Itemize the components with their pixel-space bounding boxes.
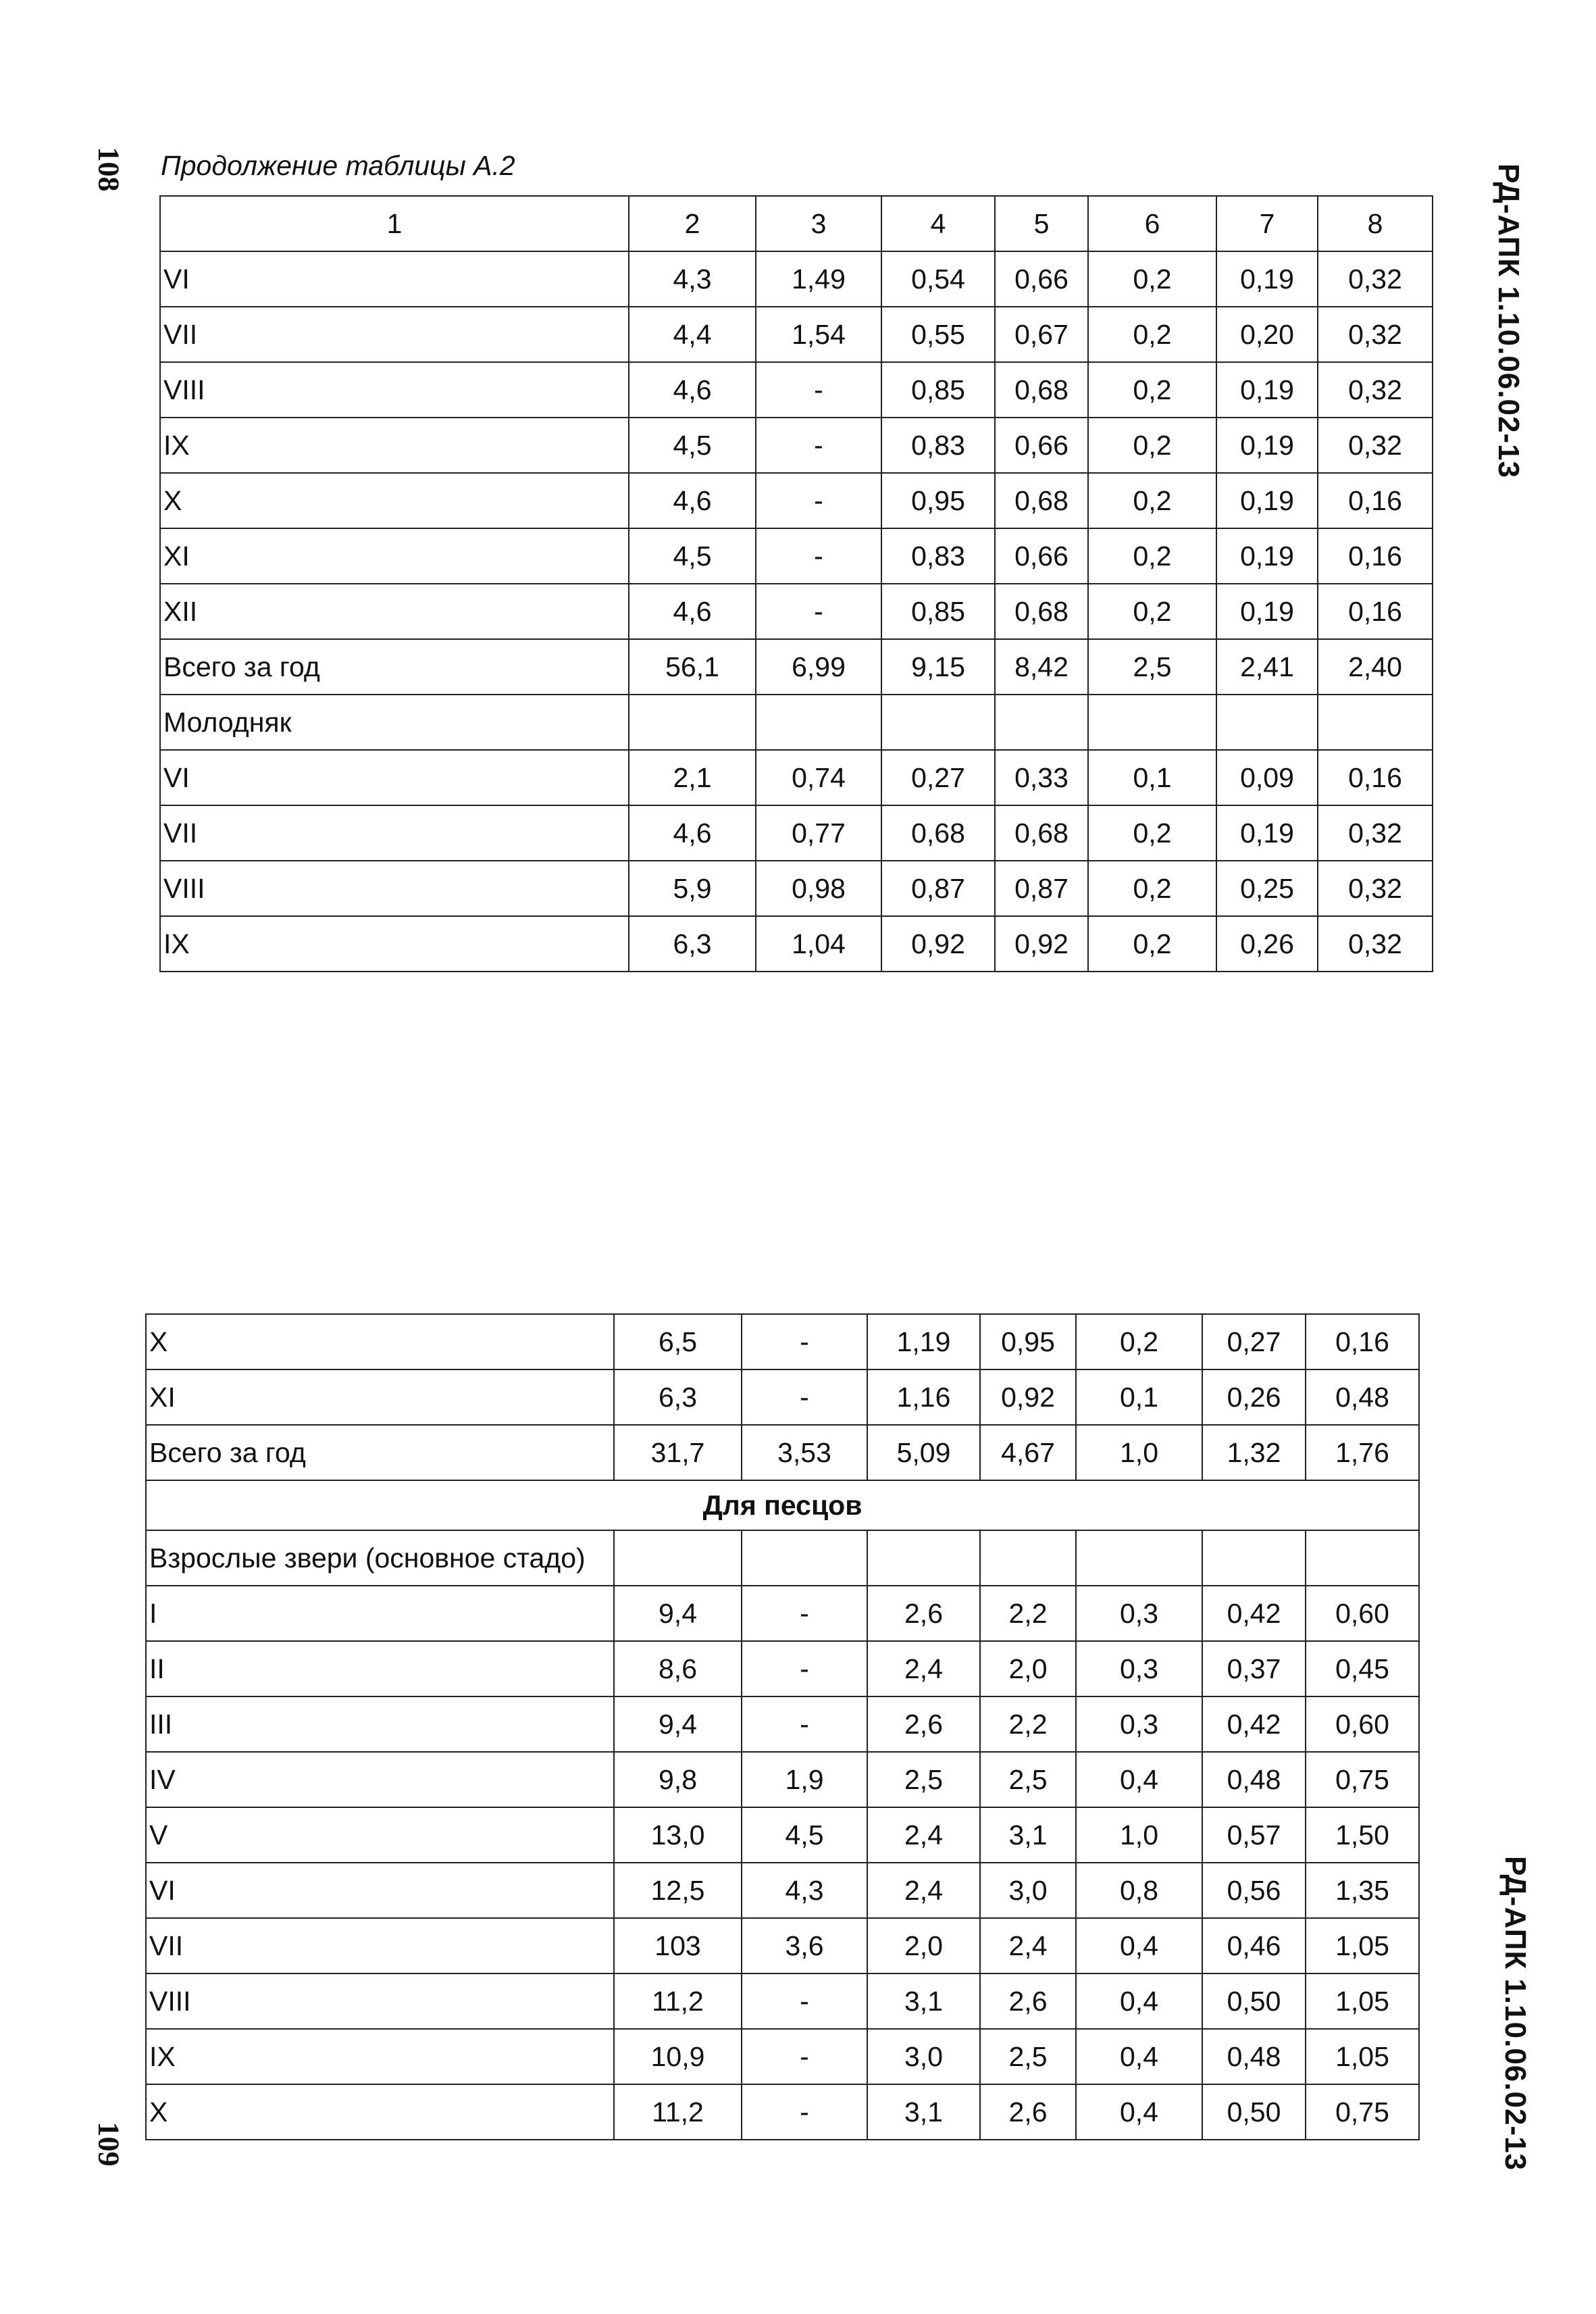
value-cell: 0,2 xyxy=(1076,1314,1202,1369)
value-cell: 2 xyxy=(629,196,756,251)
value-cell: 4,6 xyxy=(629,584,756,639)
section-title: Для песцов xyxy=(146,1480,1419,1530)
value-cell: 0,2 xyxy=(1088,916,1216,972)
value-cell: 0,85 xyxy=(881,584,995,639)
value-cell: 0,1 xyxy=(1088,750,1216,805)
row-label-cell: VII xyxy=(146,1918,614,1973)
value-cell: 2,40 xyxy=(1318,639,1433,695)
row-label-cell: VI xyxy=(146,1863,614,1918)
value-cell: 0,85 xyxy=(881,362,995,418)
table-row xyxy=(146,1369,1419,1425)
value-cell: 2,4 xyxy=(867,1863,980,1918)
value-cell: 0,32 xyxy=(1318,418,1433,473)
value-cell: 1,05 xyxy=(1306,1973,1419,2029)
value-cell: 0,16 xyxy=(1318,473,1433,528)
value-cell: 1,04 xyxy=(756,916,881,972)
value-cell: 3,1 xyxy=(867,2084,980,2140)
value-cell: 0,32 xyxy=(1318,916,1433,972)
value-cell: 0,83 xyxy=(881,528,995,584)
value-cell: 0,19 xyxy=(1216,805,1318,861)
row-label-cell: VII xyxy=(160,805,629,861)
table-row xyxy=(160,916,1433,972)
value-cell: 1,35 xyxy=(1306,1863,1419,1918)
value-cell: 0,67 xyxy=(995,307,1088,362)
table-row xyxy=(160,473,1433,528)
value-cell: 1,19 xyxy=(867,1314,980,1369)
value-cell: 1,50 xyxy=(1306,1807,1419,1863)
table-header-row xyxy=(160,196,1433,251)
value-cell: - xyxy=(742,1369,867,1425)
value-cell: 0,68 xyxy=(881,805,995,861)
value-cell: 1,05 xyxy=(1306,2029,1419,2084)
table-caption: Продолжение таблицы А.2 xyxy=(161,150,515,181)
value-cell: - xyxy=(756,528,881,584)
row-label-cell: Всего за год xyxy=(160,639,629,695)
value-cell: - xyxy=(742,1586,867,1641)
table-row xyxy=(160,639,1433,695)
value-cell: 0,48 xyxy=(1202,2029,1306,2084)
row-label-cell: Взрослые звери (основное стадо) xyxy=(146,1530,614,1586)
value-cell: 0,83 xyxy=(881,418,995,473)
value-cell: 0,46 xyxy=(1202,1918,1306,1973)
table-row xyxy=(160,805,1433,861)
value-cell: 1,32 xyxy=(1202,1425,1306,1480)
value-cell: 2,0 xyxy=(980,1641,1076,1696)
row-label-cell: VI xyxy=(160,750,629,805)
page-number-top: 108 xyxy=(92,147,126,192)
value-cell: 0,26 xyxy=(1216,916,1318,972)
value-cell: 3,6 xyxy=(742,1918,867,1973)
row-label-cell: X xyxy=(160,473,629,528)
value-cell: 0,92 xyxy=(881,916,995,972)
document-code-top: РД-АПК 1.10.06.02-13 xyxy=(1492,163,1526,479)
row-label-cell: VI xyxy=(160,251,629,307)
value-cell: 0,2 xyxy=(1088,418,1216,473)
value-cell xyxy=(995,695,1088,750)
value-cell: 2,1 xyxy=(629,750,756,805)
value-cell: 0,4 xyxy=(1076,1973,1202,2029)
value-cell: 4,6 xyxy=(629,805,756,861)
value-cell: 0,66 xyxy=(995,418,1088,473)
value-cell: 6,5 xyxy=(614,1314,742,1369)
row-label-cell: Молодняк xyxy=(160,695,629,750)
value-cell: 0,92 xyxy=(980,1369,1076,1425)
value-cell: 1,0 xyxy=(1076,1425,1202,1480)
table-row xyxy=(146,1586,1419,1641)
value-cell: 0,16 xyxy=(1318,584,1433,639)
value-cell: 2,5 xyxy=(1088,639,1216,695)
value-cell: - xyxy=(742,2084,867,2140)
value-cell: 3 xyxy=(756,196,881,251)
value-cell: 0,3 xyxy=(1076,1696,1202,1752)
table-row xyxy=(146,1752,1419,1807)
value-cell: 0,2 xyxy=(1088,584,1216,639)
value-cell: 56,1 xyxy=(629,639,756,695)
value-cell: 0,50 xyxy=(1202,1973,1306,2029)
value-cell: 2,5 xyxy=(980,1752,1076,1807)
value-cell xyxy=(742,1530,867,1586)
value-cell: 0,2 xyxy=(1088,528,1216,584)
value-cell: 1,76 xyxy=(1306,1425,1419,1480)
value-cell: 0,19 xyxy=(1216,362,1318,418)
table-row xyxy=(146,1918,1419,1973)
value-cell: 0,55 xyxy=(881,307,995,362)
value-cell: 0,32 xyxy=(1318,251,1433,307)
value-cell: 4,3 xyxy=(629,251,756,307)
value-cell: 3,1 xyxy=(980,1807,1076,1863)
value-cell: 0,68 xyxy=(995,584,1088,639)
value-cell: 0,48 xyxy=(1202,1752,1306,1807)
value-cell: 0,37 xyxy=(1202,1641,1306,1696)
value-cell: 0,74 xyxy=(756,750,881,805)
row-label-cell: V xyxy=(146,1807,614,1863)
value-cell: 0,8 xyxy=(1076,1863,1202,1918)
table-row xyxy=(146,1530,1419,1586)
value-cell: - xyxy=(742,1973,867,2029)
row-label-cell: IX xyxy=(160,916,629,972)
page-number-bottom: 109 xyxy=(92,2121,126,2167)
value-cell xyxy=(1306,1530,1419,1586)
value-cell: 0,16 xyxy=(1318,528,1433,584)
value-cell: 0,26 xyxy=(1202,1369,1306,1425)
value-cell: 1,9 xyxy=(742,1752,867,1807)
row-label-cell: VIII xyxy=(146,1973,614,2029)
value-cell: 0,95 xyxy=(980,1314,1076,1369)
value-cell: 8,6 xyxy=(614,1641,742,1696)
value-cell: 2,2 xyxy=(980,1586,1076,1641)
value-cell: 3,0 xyxy=(867,2029,980,2084)
value-cell: 0,98 xyxy=(756,861,881,916)
value-cell: 0,66 xyxy=(995,528,1088,584)
value-cell: 0,45 xyxy=(1306,1641,1419,1696)
value-cell: 0,68 xyxy=(995,473,1088,528)
value-cell: 0,75 xyxy=(1306,1752,1419,1807)
value-cell: 10,9 xyxy=(614,2029,742,2084)
table-row xyxy=(160,418,1433,473)
table-row xyxy=(160,251,1433,307)
value-cell: 0,19 xyxy=(1216,473,1318,528)
value-cell: 0,2 xyxy=(1088,362,1216,418)
value-cell: 0,2 xyxy=(1088,473,1216,528)
value-cell: 4,5 xyxy=(742,1807,867,1863)
value-cell: 0,19 xyxy=(1216,528,1318,584)
value-cell: 13,0 xyxy=(614,1807,742,1863)
table-row xyxy=(160,584,1433,639)
table-row xyxy=(146,1425,1419,1480)
value-cell: 0,56 xyxy=(1202,1863,1306,1918)
value-cell: 0,4 xyxy=(1076,1918,1202,1973)
value-cell: 0,2 xyxy=(1088,861,1216,916)
value-cell: 0,16 xyxy=(1306,1314,1419,1369)
value-cell: 6 xyxy=(1088,196,1216,251)
value-cell: - xyxy=(742,1314,867,1369)
table-row xyxy=(146,1314,1419,1369)
data-table-top xyxy=(159,195,1433,972)
table-row xyxy=(146,2029,1419,2084)
value-cell: 2,6 xyxy=(980,1973,1076,2029)
value-cell: 0,50 xyxy=(1202,2084,1306,2140)
table-row xyxy=(146,1641,1419,1696)
value-cell: 0,66 xyxy=(995,251,1088,307)
value-cell: 4,5 xyxy=(629,528,756,584)
value-cell xyxy=(1318,695,1433,750)
value-cell: 0,87 xyxy=(881,861,995,916)
value-cell: 2,4 xyxy=(867,1807,980,1863)
value-cell: 1,0 xyxy=(1076,1807,1202,1863)
row-label-cell: Всего за год xyxy=(146,1425,614,1480)
value-cell: 0,32 xyxy=(1318,362,1433,418)
row-label-cell: VIII xyxy=(160,362,629,418)
value-cell: 1,05 xyxy=(1306,1918,1419,1973)
value-cell: 0,57 xyxy=(1202,1807,1306,1863)
row-label-cell: III xyxy=(146,1696,614,1752)
value-cell: 0,16 xyxy=(1318,750,1433,805)
value-cell: 103 xyxy=(614,1918,742,1973)
value-cell: 0,68 xyxy=(995,805,1088,861)
value-cell: 0,32 xyxy=(1318,861,1433,916)
value-cell: 0,09 xyxy=(1216,750,1318,805)
value-cell: - xyxy=(756,584,881,639)
value-cell: 4,6 xyxy=(629,473,756,528)
value-cell: 9,8 xyxy=(614,1752,742,1807)
value-cell xyxy=(1088,695,1216,750)
value-cell: 8,42 xyxy=(995,639,1088,695)
row-label-cell: VII xyxy=(160,307,629,362)
value-cell: 0,48 xyxy=(1306,1369,1419,1425)
table-row xyxy=(146,1863,1419,1918)
value-cell: 0,77 xyxy=(756,805,881,861)
value-cell: 4,67 xyxy=(980,1425,1076,1480)
table-row xyxy=(146,2084,1419,2140)
value-cell: 11,2 xyxy=(614,2084,742,2140)
row-label-cell: II xyxy=(146,1641,614,1696)
value-cell: 0,3 xyxy=(1076,1641,1202,1696)
value-cell xyxy=(881,695,995,750)
value-cell: 2,4 xyxy=(867,1641,980,1696)
value-cell: 2,6 xyxy=(867,1696,980,1752)
value-cell: 3,0 xyxy=(980,1863,1076,1918)
table-row xyxy=(160,528,1433,584)
value-cell: 0,42 xyxy=(1202,1696,1306,1752)
value-cell: - xyxy=(756,362,881,418)
row-label-cell: IX xyxy=(160,418,629,473)
table-row xyxy=(146,1807,1419,1863)
value-cell: 0,92 xyxy=(995,916,1088,972)
value-cell: 7 xyxy=(1216,196,1318,251)
value-cell: 0,19 xyxy=(1216,418,1318,473)
value-cell: 4 xyxy=(881,196,995,251)
value-cell: 0,27 xyxy=(881,750,995,805)
value-cell: 0,33 xyxy=(995,750,1088,805)
value-cell xyxy=(1216,695,1318,750)
value-cell xyxy=(756,695,881,750)
value-cell xyxy=(614,1530,742,1586)
value-cell: 0,87 xyxy=(995,861,1088,916)
value-cell: - xyxy=(742,1641,867,1696)
value-cell: 4,6 xyxy=(629,362,756,418)
row-label-cell: X xyxy=(146,1314,614,1369)
value-cell: - xyxy=(756,418,881,473)
value-cell: 8 xyxy=(1318,196,1433,251)
value-cell: 0,2 xyxy=(1088,805,1216,861)
data-table-bottom xyxy=(145,1313,1420,2140)
value-cell: - xyxy=(742,1696,867,1752)
table-row xyxy=(160,695,1433,750)
value-cell: 2,5 xyxy=(980,2029,1076,2084)
value-cell: 0,19 xyxy=(1216,584,1318,639)
row-label-cell: I xyxy=(146,1586,614,1641)
value-cell: 6,3 xyxy=(614,1369,742,1425)
value-cell: 0,2 xyxy=(1088,307,1216,362)
value-cell: 5,9 xyxy=(629,861,756,916)
value-cell: 0,4 xyxy=(1076,1752,1202,1807)
value-cell: 2,41 xyxy=(1216,639,1318,695)
value-cell: 1,16 xyxy=(867,1369,980,1425)
value-cell xyxy=(1202,1530,1306,1586)
value-cell: 12,5 xyxy=(614,1863,742,1918)
value-cell: 0,25 xyxy=(1216,861,1318,916)
value-cell: 11,2 xyxy=(614,1973,742,2029)
value-cell: 2,5 xyxy=(867,1752,980,1807)
value-cell: 6,3 xyxy=(629,916,756,972)
row-label-cell: XII xyxy=(160,584,629,639)
value-cell: 9,4 xyxy=(614,1586,742,1641)
value-cell: 0,19 xyxy=(1216,251,1318,307)
value-cell: 0,42 xyxy=(1202,1586,1306,1641)
value-cell: 0,1 xyxy=(1076,1369,1202,1425)
value-cell: 0,95 xyxy=(881,473,995,528)
value-cell: 0,68 xyxy=(995,362,1088,418)
section-heading-row xyxy=(146,1480,1419,1530)
value-cell: 9,4 xyxy=(614,1696,742,1752)
value-cell: 31,7 xyxy=(614,1425,742,1480)
value-cell: 3,1 xyxy=(867,1973,980,2029)
row-label-cell: IV xyxy=(146,1752,614,1807)
table-row xyxy=(160,307,1433,362)
row-label-cell: XI xyxy=(146,1369,614,1425)
value-cell: 0,4 xyxy=(1076,2084,1202,2140)
value-cell: 0,54 xyxy=(881,251,995,307)
value-cell: 2,6 xyxy=(980,2084,1076,2140)
table-row xyxy=(160,750,1433,805)
value-cell: 0,60 xyxy=(1306,1696,1419,1752)
value-cell: 0,60 xyxy=(1306,1586,1419,1641)
table-row xyxy=(146,1696,1419,1752)
value-cell: 5 xyxy=(995,196,1088,251)
value-cell: 0,20 xyxy=(1216,307,1318,362)
value-cell: 4,4 xyxy=(629,307,756,362)
value-cell: 3,53 xyxy=(742,1425,867,1480)
value-cell: - xyxy=(742,2029,867,2084)
value-cell: 0,3 xyxy=(1076,1586,1202,1641)
value-cell: 0,2 xyxy=(1088,251,1216,307)
value-cell: 1,49 xyxy=(756,251,881,307)
value-cell: 0,75 xyxy=(1306,2084,1419,2140)
value-cell: 2,6 xyxy=(867,1586,980,1641)
document-code-bottom: РД-АПК 1.10.06.02-13 xyxy=(1499,1855,1533,2171)
row-label-cell: 1 xyxy=(160,196,629,251)
value-cell: 4,5 xyxy=(629,418,756,473)
value-cell: 0,32 xyxy=(1318,805,1433,861)
value-cell: 4,3 xyxy=(742,1863,867,1918)
value-cell xyxy=(629,695,756,750)
row-label-cell: XI xyxy=(160,528,629,584)
value-cell xyxy=(867,1530,980,1586)
value-cell: 6,99 xyxy=(756,639,881,695)
value-cell xyxy=(980,1530,1076,1586)
table-row xyxy=(160,362,1433,418)
value-cell: 0,32 xyxy=(1318,307,1433,362)
value-cell: 9,15 xyxy=(881,639,995,695)
value-cell: 2,4 xyxy=(980,1918,1076,1973)
value-cell: 0,27 xyxy=(1202,1314,1306,1369)
value-cell: - xyxy=(756,473,881,528)
value-cell: 2,2 xyxy=(980,1696,1076,1752)
value-cell: 0,4 xyxy=(1076,2029,1202,2084)
value-cell xyxy=(1076,1530,1202,1586)
table-row xyxy=(146,1973,1419,2029)
value-cell: 2,0 xyxy=(867,1918,980,1973)
value-cell: 1,54 xyxy=(756,307,881,362)
value-cell: 5,09 xyxy=(867,1425,980,1480)
row-label-cell: VIII xyxy=(160,861,629,916)
table-row xyxy=(160,861,1433,916)
row-label-cell: X xyxy=(146,2084,614,2140)
row-label-cell: IX xyxy=(146,2029,614,2084)
